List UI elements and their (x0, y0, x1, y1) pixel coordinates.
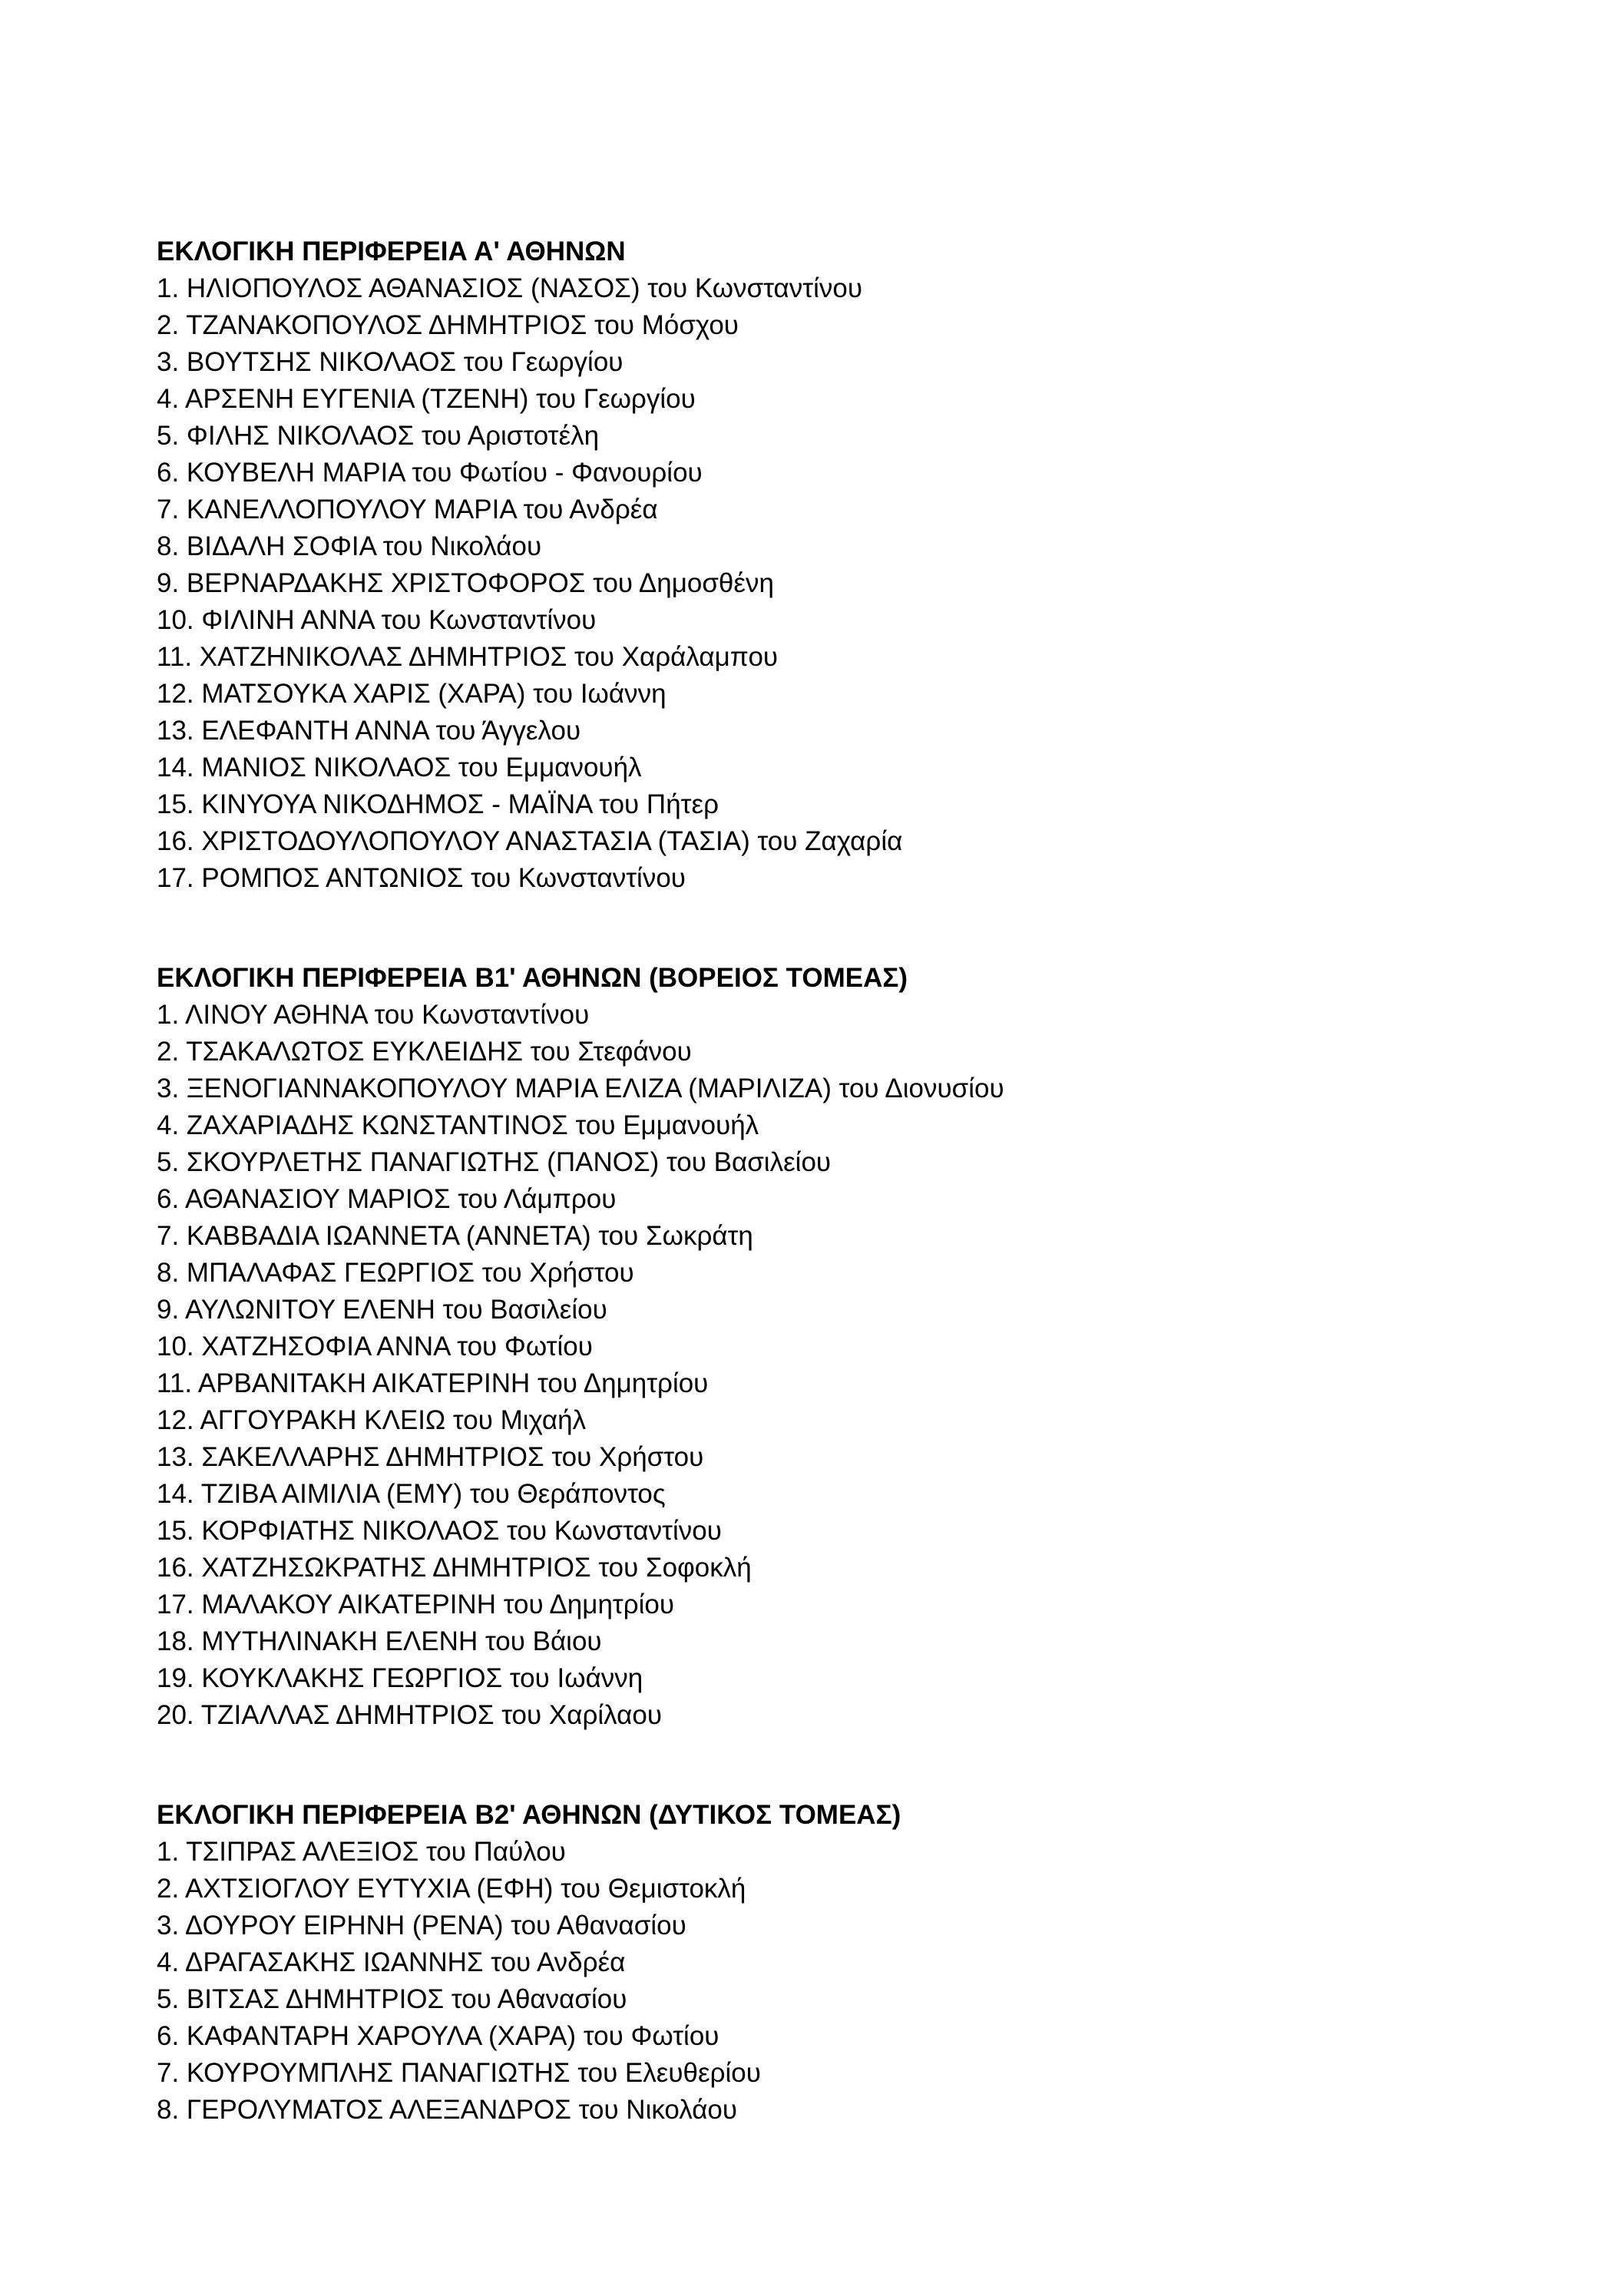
candidate-list (157, 997, 1539, 1734)
list-item: 4. ΑΡΣΕΝΗ ΕΥΓΕΝΙΑ (ΤΖΕΝΗ) του Γεωργίου (157, 384, 696, 414)
list-item: 2. ΤΖΑΝΑΚΟΠΟΥΛΟΣ ΔΗΜΗΤΡΙΟΣ του Μόσχου (157, 310, 739, 340)
list-item: 15. ΚΙΝΥΟΥΑ ΝΙΚΟΔΗΜΟΣ - ΜΑΪΝΑ του Πήτερ (157, 789, 719, 819)
section-title: ΕΚΛΟΓΙΚΗ ΠΕΡΙΦΕΡΕΙΑ Β2' ΑΘΗΝΩΝ (ΔΥΤΙΚΟΣ ΤΟΜΕΑΣ) (157, 1800, 901, 1830)
list-item: 13. ΕΛΕΦΑΝΤΗ ΑΝΝΑ του Άγγελου (157, 716, 581, 746)
list-item: 6. ΚΟΥΒΕΛΗ ΜΑΡΙΑ του Φωτίου - Φανουρίου (157, 458, 703, 488)
list-item: 10. ΦΙΛΙΝΗ ΑΝΝΑ του Κωνσταντίνου (157, 605, 597, 635)
section-a-athens (157, 233, 1539, 897)
list-item: 7. ΚΑΝΕΛΛΟΠΟΥΛΟΥ ΜΑΡΙΑ του Ανδρέα (157, 495, 658, 524)
list-item: 15. ΚΟΡΦΙΑΤΗΣ ΝΙΚΟΛΑΟΣ του Κωνσταντίνου (157, 1516, 722, 1546)
list-item: 5. ΒΙΤΣΑΣ ΔΗΜΗΤΡΙΟΣ του Αθανασίου (157, 1984, 627, 2014)
list-item: 7. ΚΟΥΡΟΥΜΠΛΗΣ ΠΑΝΑΓΙΩΤΗΣ του Ελευθερίου (157, 2058, 761, 2088)
list-item: 11. ΑΡΒΑΝΙΤΑΚΗ ΑΙΚΑΤΕΡΙΝΗ του Δημητρίου (157, 1368, 709, 1398)
list-item: 9. ΑΥΛΩΝΙΤΟΥ ΕΛΕΝΗ του Βασιλείου (157, 1295, 607, 1325)
list-item: 10. ΧΑΤΖΗΣΟΦΙΑ ΑΝΝΑ του Φωτίου (157, 1332, 593, 1361)
list-item: 14. ΤΖΙΒΑ ΑΙΜΙΛΙΑ (ΕΜΥ) του Θεράποντος (157, 1479, 666, 1509)
list-item: 4. ΖΑΧΑΡΙΑΔΗΣ ΚΩΝΣΤΑΝΤΙΝΟΣ του Εμμανουήλ (157, 1110, 759, 1140)
list-item: 16. ΧΑΤΖΗΣΩΚΡΑΤΗΣ ΔΗΜΗΤΡΙΟΣ του Σοφοκλή (157, 1553, 752, 1583)
document-page (157, 233, 1539, 2192)
list-item: 3. ΒΟΥΤΣΗΣ ΝΙΚΟΛΑΟΣ του Γεωργίου (157, 347, 623, 377)
section-b1-athens-north (157, 960, 1539, 1734)
list-item: 8. ΓΕΡΟΛΥΜΑΤΟΣ ΑΛΕΞΑΝΔΡΟΣ του Νικολάου (157, 2095, 738, 2125)
list-item: 5. ΣΚΟΥΡΛΕΤΗΣ ΠΑΝΑΓΙΩΤΗΣ (ΠΑΝΟΣ) του Βασιλείου (157, 1147, 832, 1177)
list-item: 2. ΑΧΤΣΙΟΓΛΟΥ ΕΥΤΥΧΙΑ (ΕΦΗ) του Θεμιστοκλή (157, 1874, 746, 1904)
list-item: 6. ΑΘΑΝΑΣΙΟΥ ΜΑΡΙΟΣ του Λάμπρου (157, 1184, 617, 1214)
list-item: 3. ΞΕΝΟΓΙΑΝΝΑΚΟΠΟΥΛΟΥ ΜΑΡΙΑ ΕΛΙΖΑ (ΜΑΡΙΛΙΖΑ) του Διονυσίου (157, 1074, 1004, 1103)
list-item: 18. ΜΥΤΗΛΙΝΑΚΗ ΕΛΕΝΗ του Βάιου (157, 1626, 602, 1656)
candidate-list (157, 270, 1539, 897)
list-item: 9. ΒΕΡΝΑΡΔΑΚΗΣ ΧΡΙΣΤΟΦΟΡΟΣ του Δημοσθένη (157, 568, 774, 598)
list-item: 4. ΔΡΑΓΑΣΑΚΗΣ ΙΩΑΝΝΗΣ του Ανδρέα (157, 1947, 626, 1977)
list-item: 17. ΡΟΜΠΟΣ ΑΝΤΩΝΙΟΣ του Κωνσταντίνου (157, 863, 686, 893)
list-item: 3. ΔΟΥΡΟΥ ΕΙΡΗΝΗ (ΡΕΝΑ) του Αθανασίου (157, 1911, 686, 1940)
list-item: 20. ΤΖΙΑΛΛΑΣ ΔΗΜΗΤΡΙΟΣ του Χαρίλαου (157, 1700, 662, 1730)
section-b2-athens-west (157, 1797, 1539, 2129)
list-item: 1. ΛΙΝΟΥ ΑΘΗΝΑ του Κωνσταντίνου (157, 1000, 590, 1030)
candidate-list (157, 1834, 1539, 2129)
list-item: 16. ΧΡΙΣΤΟΔΟΥΛΟΠΟΥΛΟΥ ΑΝΑΣΤΑΣΙΑ (ΤΑΣΙΑ) του Ζαχαρία (157, 826, 903, 856)
list-item: 12. ΑΓΓΟΥΡΑΚΗ ΚΛΕΙΩ του Μιχαήλ (157, 1405, 587, 1435)
list-item: 17. ΜΑΛΑΚΟΥ ΑΙΚΑΤΕΡΙΝΗ του Δημητρίου (157, 1590, 675, 1619)
section-title: ΕΚΛΟΓΙΚΗ ΠΕΡΙΦΕΡΕΙΑ Β1' ΑΘΗΝΩΝ (ΒΟΡΕΙΟΣ ΤΟΜΕΑΣ) (157, 963, 908, 993)
list-item: 19. ΚΟΥΚΛΑΚΗΣ ΓΕΩΡΓΙΟΣ του Ιωάννη (157, 1663, 643, 1693)
list-item: 11. ΧΑΤΖΗΝΙΚΟΛΑΣ ΔΗΜΗΤΡΙΟΣ του Χαράλαμπου (157, 642, 779, 672)
section-title: ΕΚΛΟΓΙΚΗ ΠΕΡΙΦΕΡΕΙΑ Α' ΑΘΗΝΩΝ (157, 237, 626, 266)
list-item: 7. ΚΑΒΒΑΔΙΑ ΙΩΑΝΝΕΤΑ (ΑΝΝΕΤΑ) του Σωκράτη (157, 1221, 753, 1251)
list-item: 5. ΦΙΛΗΣ ΝΙΚΟΛΑΟΣ του Αριστοτέλη (157, 421, 600, 451)
list-item: 13. ΣΑΚΕΛΛΑΡΗΣ ΔΗΜΗΤΡΙΟΣ του Χρήστου (157, 1442, 704, 1472)
list-item: 2. ΤΣΑΚΑΛΩΤΟΣ ΕΥΚΛΕΙΔΗΣ του Στεφάνου (157, 1037, 692, 1067)
list-item: 6. ΚΑΦΑΝΤΑΡΗ ΧΑΡΟΥΛΑ (ΧΑΡΑ) του Φωτίου (157, 2021, 719, 2051)
list-item: 1. ΗΛΙΟΠΟΥΛΟΣ ΑΘΑΝΑΣΙΟΣ (ΝΑΣΟΣ) του Κωνσταντίνου (157, 273, 862, 303)
list-item: 12. ΜΑΤΣΟΥΚΑ ΧΑΡΙΣ (ΧΑΡΑ) του Ιωάννη (157, 679, 666, 709)
list-item: 8. ΒΙΔΑΛΗ ΣΟΦΙΑ του Νικολάου (157, 531, 542, 561)
list-item: 1. ΤΣΙΠΡΑΣ ΑΛΕΞΙΟΣ του Παύλου (157, 1837, 566, 1867)
list-item: 8. ΜΠΑΛΑΦΑΣ ΓΕΩΡΓΙΟΣ του Χρήστου (157, 1258, 634, 1288)
list-item: 14. ΜΑΝΙΟΣ ΝΙΚΟΛΑΟΣ του Εμμανουήλ (157, 753, 642, 782)
